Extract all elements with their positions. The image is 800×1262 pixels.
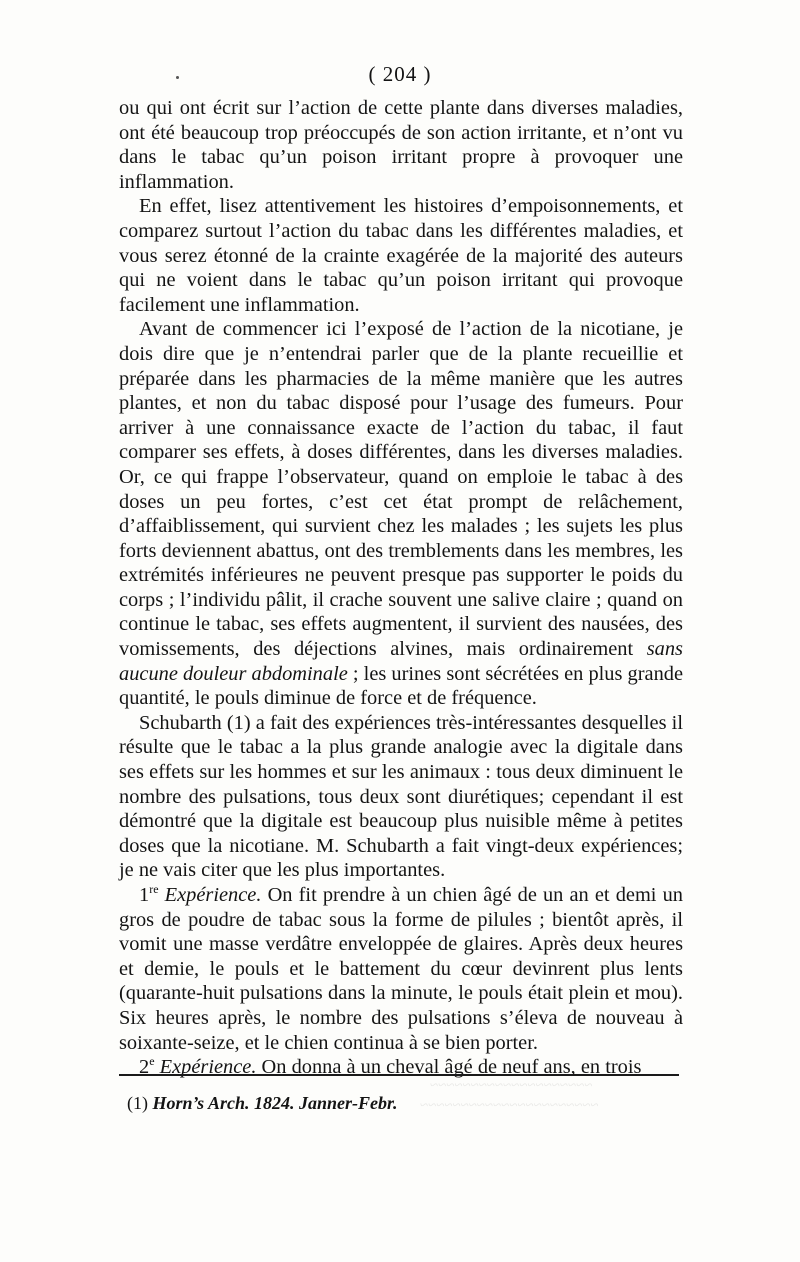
footnote [127, 1092, 667, 1114]
paragraph [119, 711, 683, 883]
paragraph-text: On donna à un cheval âgé de neuf ans, en trois [261, 1056, 642, 1079]
emphasized-text: sans aucune douleur abdominale [119, 638, 683, 685]
experience-paragraph [119, 1055, 683, 1080]
ordinal-suffix: e [149, 1054, 155, 1069]
paragraph [119, 317, 683, 711]
paragraph-text: Schubarth ( [139, 711, 234, 734]
bleed-through-text: ~~~~~~~~~~~~~~~~~~~~~~ [420, 1098, 599, 1114]
bleed-through-text: ~~~~~~~~~~~~~~~~~~~~ [430, 1078, 593, 1094]
paragraph-text: Avant de commencer ici l’exposé de l’action de la nicotiane, je dois dire que je n’entendrai parler que de la plante recueillie et préparée dans les pharmacies de la même manière que les autres plantes, et non du tabac disposé pour l’usage des fumeurs. Pour arriver à une connaissance exacte de l’action du tabac, il faut comparer ses effets, à doses différentes, dans les diverses maladies. Or, ce qui frappe l’observateur, quand on emploie le tabac à des doses un peu fortes, c’est cet état prompt de relâchement, d’affaiblissement, qui survient chez les malades ; les sujets les plus forts deviennent abattus, ont des tremblements dans les membres, les extrémités inférieures ne peuvent presque pas supporter le poids du corps ; l’individu pâlit, il crache souvent une salive claire ; quand on continue le tabac, ses effets augmentent, il survient des nausées, des vomissements, des déjections alvines, mais ordinairement [119, 318, 683, 661]
footnote-source: Horn’s Arch. 1824. Janner-Febr. [152, 1093, 398, 1113]
footnote-reference: 1 [233, 711, 244, 734]
paragraph: En effet, lisez attentivement les histoires d’empoisonnements, et comparez surtout l’action du tabac dans les différentes maladies, et vous serez étonné de la crainte exagérée de la majorité des auteurs qui ne voient dans le tabac qu’un poison irritant qui provoque facilement une inflammation. [119, 195, 683, 316]
page-number: ( 204 ) [368, 62, 432, 86]
paragraph-text: On fit prendre à un chien âgé de un an et demi un gros de poudre de tabac sous la forme de pilules ; bientôt après, il vomit une masse verdâtre enveloppée de glaires. Après deux heures et demie, le pouls et le battement du cœur devinrent plus lents (quarante-huit pulsations dans la minute, le pouls était plein et mou). Six heures après, le nombre des pulsations s’éleva de nouveau à soixante-seize, et le chien continua à se bien porter. [119, 884, 683, 1054]
experience-label: Expérience. [159, 1056, 257, 1079]
paragraph-text: ) a fait des expériences très-intéressantes desquelles il résulte que le tabac a la plus grande analogie avec la digitale dans ses effets sur les hommes et sur les animaux : tous deux diminuent le nombre des pulsations, tous deux sont diurétiques; cependant il est démontré que la digitale est beaucoup plus nuisible même à petites doses que la nicotiane. M. Schubarth a fait vingt-deux expériences; je ne vais citer que les plus importantes. [119, 711, 683, 882]
experience-number: 2 [139, 1056, 150, 1079]
ordinal-suffix: re [149, 882, 159, 896]
footnote-marker: (1) [127, 1093, 148, 1113]
body-text [119, 96, 683, 1080]
experience-label: Expérience. [164, 884, 262, 906]
experience-paragraph [119, 883, 683, 1055]
paragraph: ou qui ont écrit sur l’action de cette plante dans diverses maladies, ont été beaucoup trop préoccupés de son action irritante, et n’ont vu dans le tabac qu’un poison irritant propre à provoquer une inflammation. [119, 97, 683, 193]
experience-number: 1 [139, 884, 150, 906]
footnote-divider [119, 1074, 679, 1076]
paragraph-text: ; les urines sont sécrétées en plus grande quantité, le pouls diminue de force et de fréquence. [119, 662, 684, 710]
